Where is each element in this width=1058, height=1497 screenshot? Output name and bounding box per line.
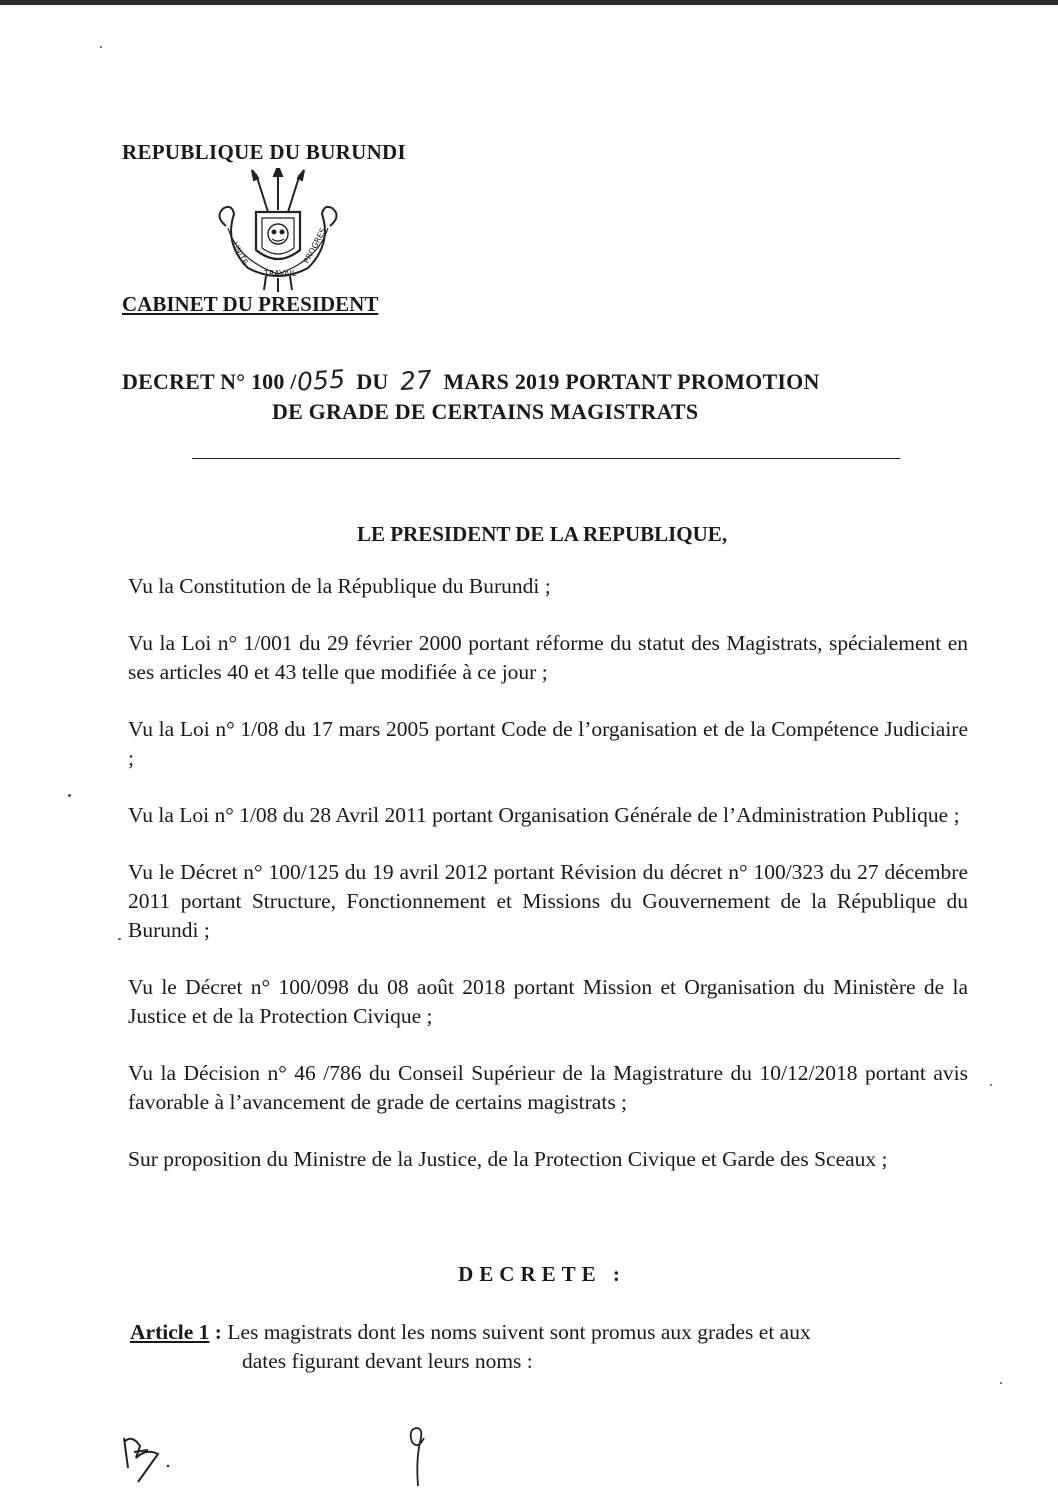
- country-name: REPUBLIQUE DU BURUNDI: [122, 140, 406, 164]
- decree-title-line2: DE GRADE DE CERTAINS MAGISTRATS: [272, 399, 699, 424]
- emblem-motto: UNITE: [230, 240, 250, 267]
- consideration-paragraph: Vu la Loi n° 1/08 du 28 Avril 2011 portant Organisation Générale de l’Administration Publique ;: [128, 803, 960, 827]
- consideration-paragraph: Vu la Loi n° 1/08 du 17 mars 2005 portant Code de l’organisation et de la Compétence Judiciaire ;: [128, 717, 968, 770]
- scan-speck: [118, 938, 121, 940]
- consideration-paragraph: Vu la Décision n° 46 /786 du Conseil Supérieur de la Magistrature du 10/12/2018 portant avis favorable à l’avancement de grade de certains magistrats ;: [128, 1061, 968, 1114]
- svg-text:PROGRES: PROGRES: [301, 226, 328, 265]
- initials-signature-icon: [118, 1428, 178, 1488]
- consideration-paragraph: Sur proposition du Ministre de la Justice, de la Protection Civique et Garde des Sceaux ;: [128, 1147, 888, 1171]
- decree-title-line1: MARS 2019 PORTANT PROMOTION: [443, 369, 820, 394]
- office-name: CABINET DU PRESIDENT: [122, 292, 379, 316]
- decree-title: [122, 366, 942, 427]
- title-divider: [192, 458, 900, 459]
- scan-border: [0, 0, 1058, 5]
- decree-day-handwritten: 27: [398, 364, 434, 397]
- scan-speck: [1000, 1382, 1002, 1384]
- letterhead: [122, 140, 482, 316]
- article-separator: :: [209, 1320, 222, 1344]
- article-text-line1: Les magistrats dont les noms suivent sont promus aux grades et aux: [227, 1320, 811, 1344]
- scan-speck: [68, 794, 71, 797]
- article-text-line2: dates figurant devant leurs noms :: [242, 1349, 533, 1373]
- president-heading: LE PRESIDENT DE LA REPUBLIQUE,: [356, 522, 728, 546]
- consideration-paragraph: Vu la Loi n° 1/001 du 29 février 2000 portant réforme du statut des Magistrats, spécialement en ses articles 40 et 43 telle que modifiée à ce jour ;: [128, 631, 968, 684]
- burundi-coat-of-arms-icon: [208, 168, 348, 296]
- decree-du: DU: [356, 369, 389, 394]
- consideration-paragraph: Vu le Décret n° 100/125 du 19 avril 2012 portant Révision du décret n° 100/323 du 27 décembre 2011 portant Structure, Fonctionnement et Missions du Gouvernement de la République du Burundi ;: [128, 860, 968, 942]
- scan-speck: [990, 1084, 992, 1086]
- article-1: [130, 1318, 970, 1376]
- decree-number-prefix: DECRET N° 100 /: [122, 369, 297, 394]
- considerations: [128, 572, 968, 1202]
- svg-text:TRAVAIL: TRAVAIL: [264, 269, 297, 278]
- article-label: Article 1: [130, 1320, 210, 1344]
- scan-speck: [100, 46, 102, 48]
- consideration-paragraph: Vu le Décret n° 100/098 du 08 août 2018 portant Mission et Organisation du Ministère de la Justice et de la Protection Civique ;: [128, 975, 968, 1028]
- decree-number-handwritten: 055: [295, 364, 346, 397]
- decrete-heading: DECRETE :: [458, 1262, 626, 1286]
- paraph-signature-icon: [398, 1420, 438, 1490]
- consideration-paragraph: Vu la Constitution de la République du Burundi ;: [128, 574, 551, 598]
